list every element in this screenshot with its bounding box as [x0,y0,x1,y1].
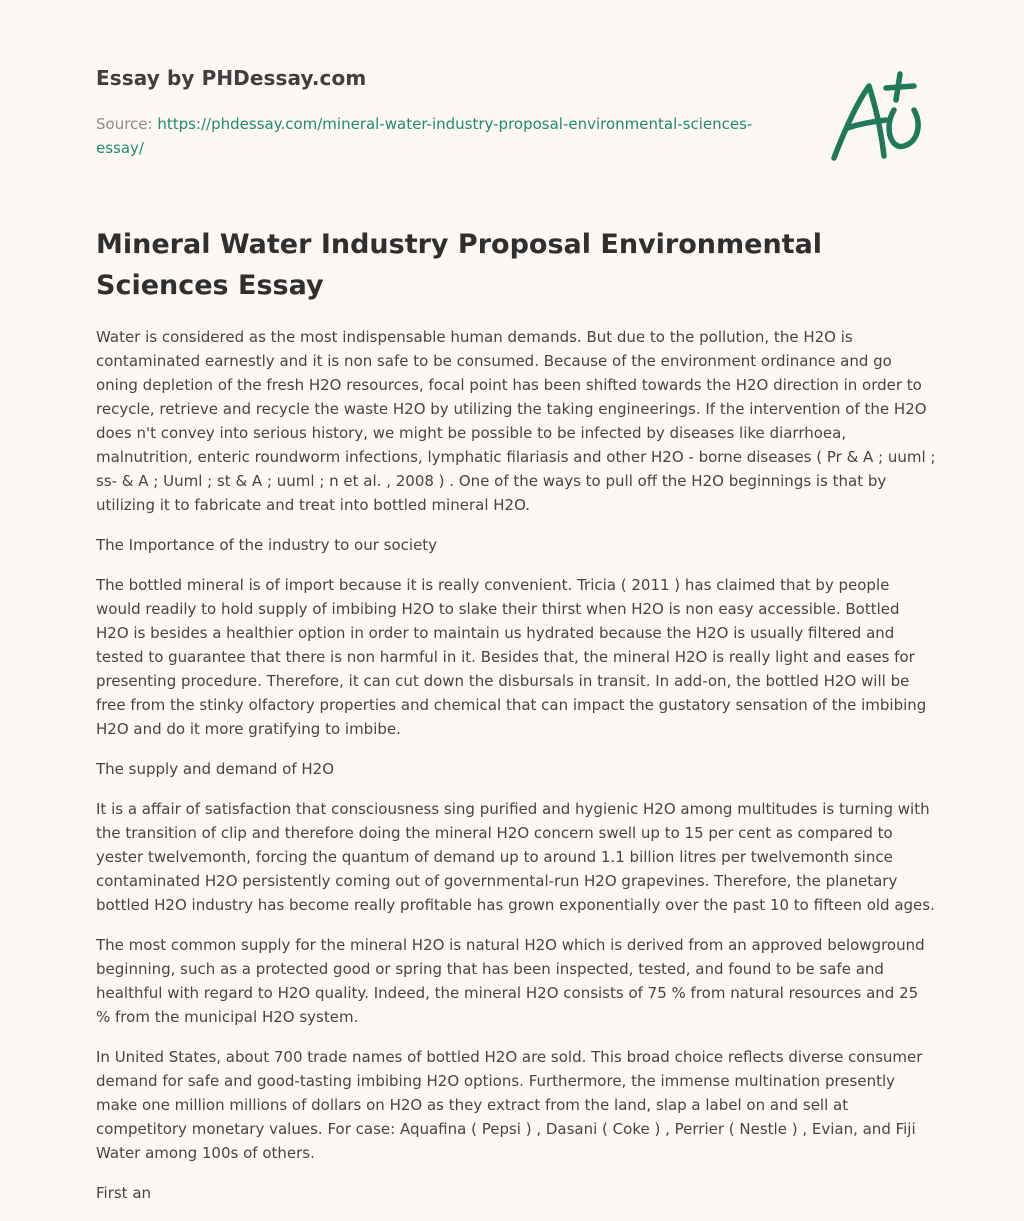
source-line [96,112,776,160]
essay-page [96,0,936,1202]
paragraph-common-supply: The most common supply for the mineral H2O is natural H2O which is derived from an approved belowground beginning, such as a protected good or spring that has been inspected, tested, and found to be safe and healthful with regard to H2O quality. Indeed, the mineral H2O consists of 75 % from natural resources and 25 % from the municipal H2O system. [96,936,925,1026]
paragraph-truncated: First an [96,1184,152,1202]
page-header [96,0,936,190]
paragraph-united-states: In United States, about 700 trade names of bottled H2O are sold. This broad choice reflects diverse consumer demand for safe and good-tasting imbibing H2O options. Furthermore, the immense multination presently make one million millions of dollars on H2O as they extract from the land, slap a label on and sell at competitory monetary values. For case: Aquafina ( Pepsi ) , Dasani ( Coke ) , Perrier ( Nestle ) , Evian, and Fiji Water among 100s of others. [96,1048,923,1162]
paragraph-supply-demand: It is a affair of satisfaction that consciousness sing purified and hygienic H2O among multitudes is turning with the transition of clip and therefore doing the mineral H2O concern swell up to 15 per cent as compared to yester twelvemonth, forcing the quantum of demand up to around 1.1 billion litres per twelvemonth since contaminated H2O persistently coming out of governmental-run H2O grapevines. Therefore, the planetary bottled H2O industry has become really profitable has grown exponentially over the past 10 to fifteen old ages. [96,800,935,914]
site-brand: Essay by PHDessay.com [96,66,367,90]
paragraph-importance: The bottled mineral is of import because it is really convenient. Tricia ( 2011 ) has claimed that by people would readily to hold supply of imbibing H2O to slake their thirst when H2O is non easy accessible. Bottled H2O is besides a healthier option in order to maintain us hydrated because the H2O is usually filtered and tested to guarantee that there is non harmful in it. Besides that, the mineral H2O is really light and eases for presenting procedure. Therefore, it can cut down the disbursals in transit. In add-on, the bottled H2O will be free from the stinky olfactory properties and chemical that can impact the gustatory sensation of the imbibing H2O and do it more gratifying to imbibe. [96,576,927,738]
section-heading-supply-demand: The supply and demand of H2O [96,760,335,778]
page-title: Mineral Water Industry Proposal Environmental Sciences Essay [96,229,823,301]
essay-body [96,325,936,1221]
source-link[interactable]: https://phdessay.com/mineral-water-industry-proposal-environmental-sciences-essay/ [96,115,753,157]
paragraph-intro: Water is considered as the most indispensable human demands. But due to the pollution, the H2O is contaminated earnestly and it is non safe to be consumed. Because of the environment ordinance and go oning depletion of the fresh H2O resources, focal point has been shifted towards the H2O direction in order to recycle, retrieve and recycle the waste H2O by utilizing the taking engineerings. If the intervention of the H2O does n't convey into serious history, we might be possible to be infected by diseases like diarrhoea, malnutrition, enteric roundworm infections, lymphatic filariasis and other H2O - borne diseases ( Pr & A ; uuml ; ss- & A ; Uuml ; st & A ; uuml ; n et al. , 2008 ) . One of the ways to pull off the H2O beginnings is that by utilizing it to fabricate and treat into bottled mineral H2O. [96,328,936,514]
a-plus-logo-icon [826,66,930,166]
source-label: Source: [96,115,158,133]
section-heading-importance: The Importance of the industry to our society [96,536,438,554]
